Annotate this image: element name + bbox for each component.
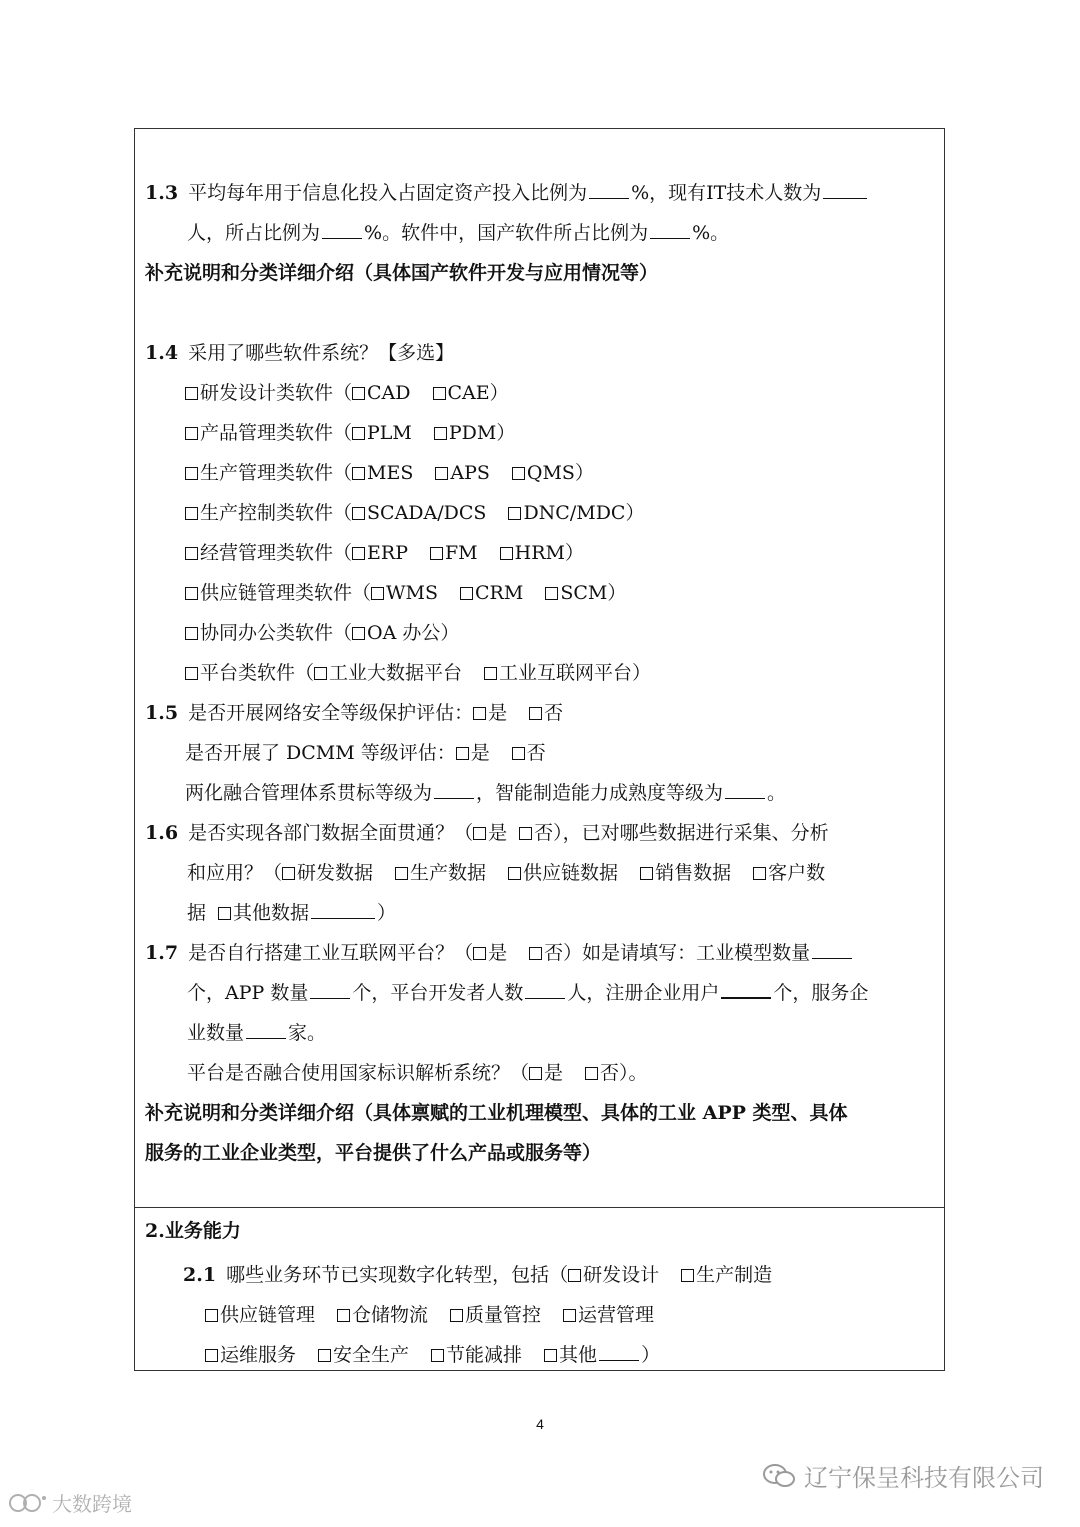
- q14-row-business: 经营管理类软件（ ERP FM HRM）: [185, 539, 584, 567]
- q13-ratio-blank[interactable]: [589, 180, 629, 199]
- checkbox-production-data[interactable]: [395, 867, 408, 880]
- checkbox-iiot[interactable]: [484, 667, 497, 680]
- q17-line1: 1.7 是否自行搭建工业互联网平台？（ 是 否）如是请填写：工业模型数量: [145, 939, 854, 967]
- q14-row-rd: 研发设计类软件（ CAD CAE）: [185, 379, 509, 407]
- q14-row-platform: 平台类软件（ 工业大数据平台 工业互联网平台）: [185, 659, 651, 687]
- checkbox[interactable]: [185, 507, 198, 520]
- q14-row-office: 协同办公类软件（ OA 办公）: [185, 619, 459, 647]
- q15-level-blank[interactable]: [434, 780, 474, 799]
- checkbox-fm[interactable]: [430, 547, 443, 560]
- q17-model-blank[interactable]: [812, 940, 852, 959]
- checkbox[interactable]: [185, 427, 198, 440]
- form-table: [134, 128, 945, 1371]
- q17-note-line1: 补充说明和分类详细介绍（具体禀赋的工业机理模型、具体的工业 APP 类型、具体: [145, 1102, 848, 1124]
- checkbox[interactable]: [185, 547, 198, 560]
- q13-line2: 人，所占比例为 %。软件中，国产软件所占比例为 %。: [187, 222, 730, 244]
- checkbox-supply-chain[interactable]: [205, 1309, 218, 1322]
- checkbox-scm[interactable]: [545, 587, 558, 600]
- checkbox-hrm[interactable]: [500, 547, 513, 560]
- checkbox-safety[interactable]: [318, 1349, 331, 1362]
- checkbox-scada[interactable]: [352, 507, 365, 520]
- q17-dev-blank[interactable]: [525, 980, 565, 999]
- q14-row-production: 生产管理类软件（ MES APS QMS）: [185, 459, 594, 487]
- checkbox-operations[interactable]: [563, 1309, 576, 1322]
- checkbox-rd-data[interactable]: [282, 867, 295, 880]
- q14-row-control: 生产控制类软件（ SCADA/DCS DNC/MDC）: [185, 499, 644, 527]
- q17-line2: 个，APP 数量 个，平台开发者人数 人，注册企业用户 个，服务企: [187, 979, 868, 1007]
- q13-share-blank[interactable]: [322, 220, 362, 239]
- checkbox-qms[interactable]: [512, 467, 525, 480]
- checkbox-manufacturing[interactable]: [681, 1269, 694, 1282]
- checkbox-q15b-no[interactable]: [512, 747, 525, 760]
- q15-maturity-blank[interactable]: [725, 780, 765, 799]
- checkbox-sales-data[interactable]: [640, 867, 653, 880]
- checkbox-q17b-no[interactable]: [585, 1067, 598, 1080]
- weibo-icon: [8, 1492, 48, 1514]
- section-divider: [135, 1207, 944, 1208]
- checkbox-oa[interactable]: [352, 627, 365, 640]
- q14-row-product: 产品管理类软件（ PLM PDM）: [185, 419, 515, 447]
- checkbox-dnc[interactable]: [508, 507, 521, 520]
- checkbox-rd-design[interactable]: [568, 1269, 581, 1282]
- checkbox-plm[interactable]: [352, 427, 365, 440]
- checkbox[interactable]: [185, 387, 198, 400]
- q15-line1: 1.5 是否开展网络安全等级保护评估： 是 否: [145, 702, 564, 724]
- section2-title: 2.业务能力: [145, 1220, 241, 1242]
- checkbox[interactable]: [185, 467, 198, 480]
- q21-line1: 2.1 哪些业务环节已实现数字化转型，包括（ 研发设计 生产制造: [183, 1264, 773, 1286]
- checkbox-q15b-yes[interactable]: [456, 747, 469, 760]
- checkbox-q17-yes[interactable]: [473, 947, 486, 960]
- checkbox-mes[interactable]: [352, 467, 365, 480]
- q14-title: 1.4 采用了哪些软件系统？【多选】: [145, 342, 455, 364]
- q13-note: 补充说明和分类详细介绍（具体国产软件开发与应用情况等）: [145, 262, 659, 284]
- checkbox[interactable]: [185, 627, 198, 640]
- q14-row-supply: 供应链管理类软件（ WMS CRM SCM）: [185, 579, 626, 607]
- q21-line2: 供应链管理 仓储物流 质量管控 运营管理: [205, 1301, 654, 1329]
- checkbox-maintenance[interactable]: [205, 1349, 218, 1362]
- checkbox-other[interactable]: [544, 1349, 557, 1362]
- checkbox-erp[interactable]: [352, 547, 365, 560]
- checkbox-pdm[interactable]: [434, 427, 447, 440]
- checkbox-customer-data[interactable]: [753, 867, 766, 880]
- q17-enterprise-blank[interactable]: [246, 1020, 286, 1039]
- checkbox-q16-no[interactable]: [519, 827, 532, 840]
- checkbox-q15a-yes[interactable]: [473, 707, 486, 720]
- checkbox-quality[interactable]: [450, 1309, 463, 1322]
- q17-line4: 平台是否融合使用国家标识解析系统？（ 是 否）。: [187, 1062, 648, 1084]
- q16-line3: 据 其他数据 ）: [187, 902, 397, 924]
- q17-user-blank[interactable]: [721, 979, 771, 999]
- checkbox-wms[interactable]: [371, 587, 384, 600]
- checkbox-cae[interactable]: [433, 387, 446, 400]
- q15-line3: 两化融合管理体系贯标等级为 ，智能制造能力成熟度等级为 。: [185, 782, 787, 804]
- checkbox-cad[interactable]: [352, 387, 365, 400]
- checkbox-crm[interactable]: [460, 587, 473, 600]
- checkbox-energy[interactable]: [431, 1349, 444, 1362]
- q21-line3: 运维服务 安全生产 节能减排 其他 ）: [205, 1341, 660, 1369]
- platform-watermark: [8, 1488, 132, 1517]
- checkbox-bigdata[interactable]: [314, 667, 327, 680]
- platform-name: 大数跨境: [52, 1492, 132, 1516]
- q13-domestic-blank[interactable]: [650, 220, 690, 239]
- checkbox-q17-no[interactable]: [529, 947, 542, 960]
- q17-note-line2: 服务的工业企业类型，平台提供了什么产品或服务等）: [145, 1142, 602, 1164]
- checkbox-aps[interactable]: [435, 467, 448, 480]
- checkbox-warehouse[interactable]: [337, 1309, 350, 1322]
- checkbox-q17b-yes[interactable]: [529, 1067, 542, 1080]
- brand-name: 辽宁保呈科技有限公司: [804, 1464, 1044, 1492]
- q16-other-blank[interactable]: [311, 900, 375, 919]
- checkbox[interactable]: [185, 587, 198, 600]
- q21-other-blank[interactable]: [599, 1342, 639, 1361]
- q17-line3: 业数量 家。: [187, 1022, 327, 1044]
- checkbox-q16-yes[interactable]: [473, 827, 486, 840]
- page-number: 4: [536, 1416, 544, 1432]
- wechat-icon: [762, 1462, 796, 1490]
- q15-line2: 是否开展了 DCMM 等级评估： 是 否: [185, 742, 546, 764]
- checkbox-supply-data[interactable]: [508, 867, 521, 880]
- brand-watermark: [762, 1458, 1044, 1493]
- checkbox-q15a-no[interactable]: [529, 707, 542, 720]
- q16-line2: 和应用？（ 研发数据 生产数据 供应链数据 销售数据 客户数: [187, 862, 826, 884]
- q13-it-count-blank[interactable]: [823, 180, 867, 199]
- checkbox[interactable]: [185, 667, 198, 680]
- checkbox-other-data[interactable]: [218, 907, 231, 920]
- q13-line1: 1.3 平均每年用于信息化投入占固定资产投入比例为 %，现有IT技术人数为: [145, 179, 869, 207]
- q16-line1: 1.6 是否实现各部门数据全面贯通？（ 是 否），已对哪些数据进行采集、分析: [145, 822, 829, 844]
- q17-app-blank[interactable]: [310, 980, 350, 999]
